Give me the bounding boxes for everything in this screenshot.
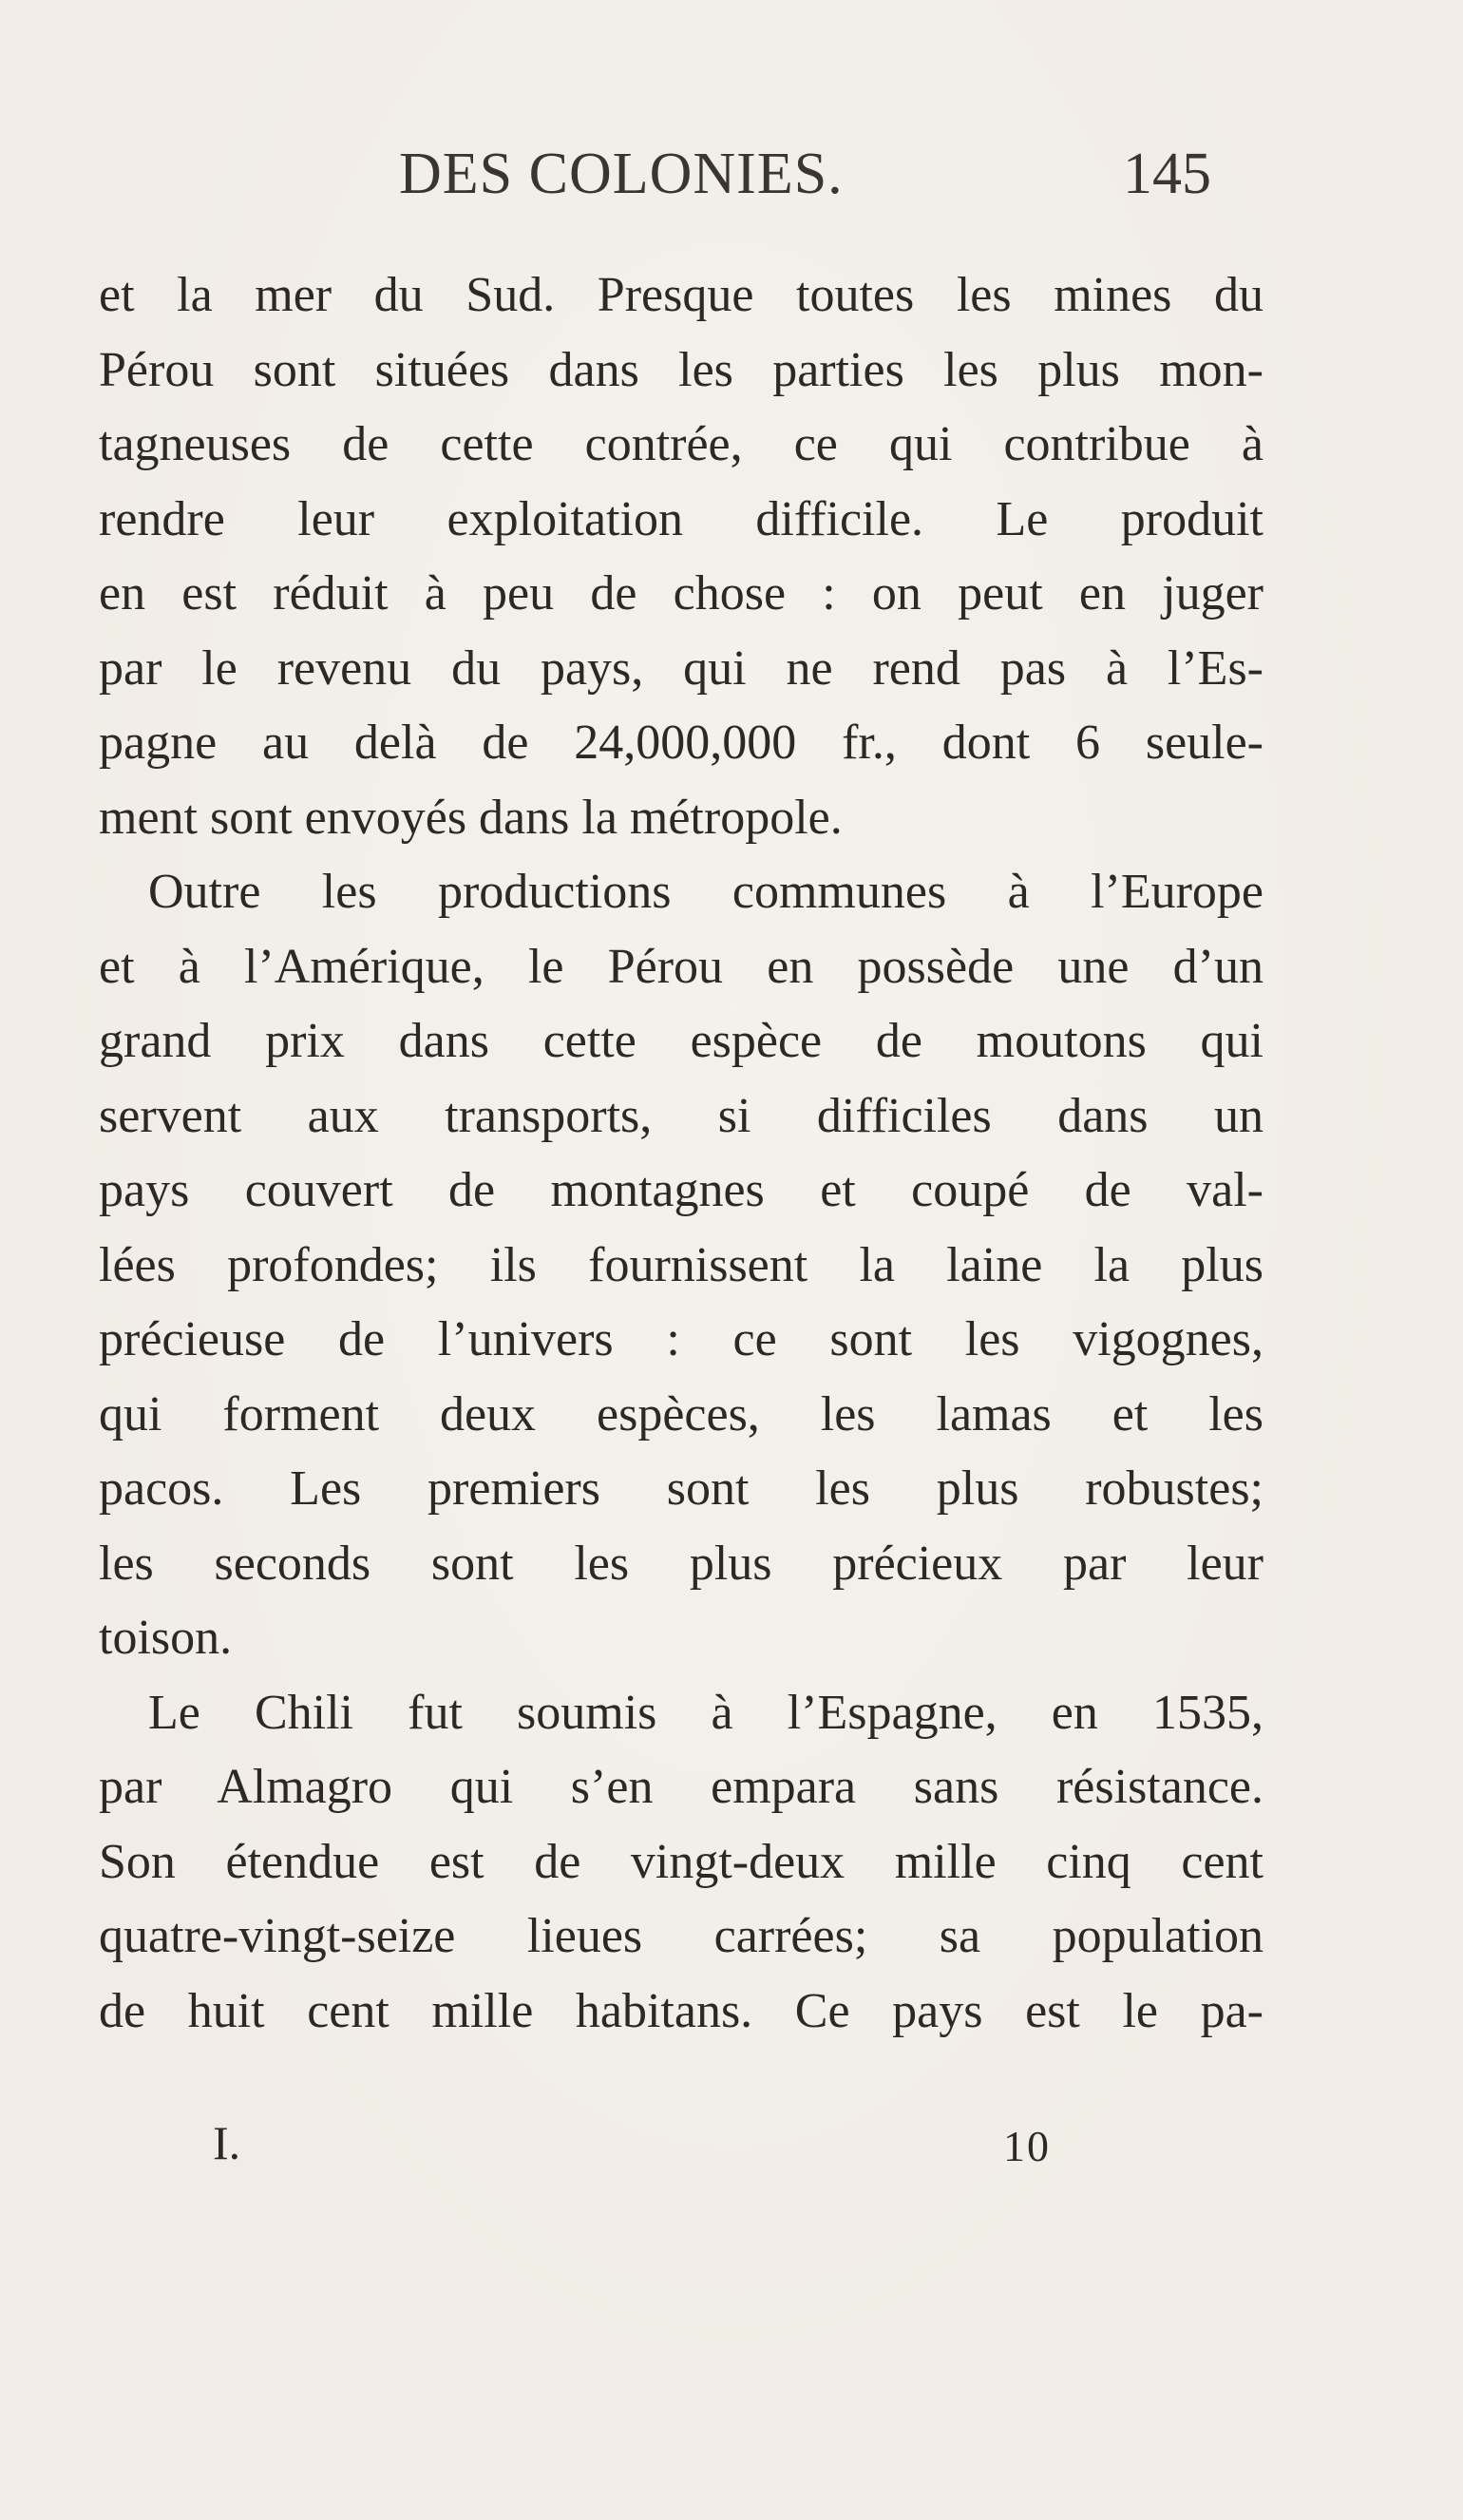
body-text [99, 258, 1264, 2049]
text-line: tagneuses de cette contrée, ce qui contribue à [99, 417, 1264, 471]
signature-mark: I. [213, 2116, 241, 2169]
text-line: qui forment deux espèces, les lamas et les [99, 1386, 1264, 1441]
text-line: Outre les productions communes à l’Europe [148, 865, 1264, 919]
text-line: Le Chili fut soumis à l’Espagne, en 1535, [148, 1685, 1264, 1740]
text-line: grand prix dans cette espèce de moutons qui [99, 1014, 1264, 1068]
text-line: précieuse de l’univers : ce sont les vigognes, [99, 1312, 1264, 1366]
page-number: 145 [1123, 142, 1211, 206]
text-line: pagne au delà de 24,000,000 fr., dont 6 seule- [99, 716, 1264, 770]
paragraph-2 [99, 855, 1264, 1676]
text-line: et à l’Amérique, le Pérou en possède une d’un [99, 939, 1264, 994]
text-line: toison. [99, 1611, 233, 1665]
text-line: quatre-vingt-seize lieues carrées; sa population [99, 1909, 1264, 1963]
text-line: par Almagro qui s’en empara sans résistance. [99, 1760, 1264, 1814]
text-line: par le revenu du pays, qui ne rend pas à l’Es- [99, 640, 1264, 696]
text-line: Pérou sont situées dans les parties les plus mon- [99, 342, 1264, 397]
text-line: Son étendue est de vingt-deux mille cinq cent [99, 1834, 1264, 1889]
folio-number: 10 [1003, 2122, 1051, 2170]
text-line: de huit cent mille habitans. Ce pays est le pa- [99, 1983, 1264, 2038]
text-line: en est réduit à peu de chose : on peut en juger [99, 566, 1264, 620]
running-head-title: DES COLONIES. [399, 142, 844, 206]
text-line: servent aux transports, si difficiles dans un [99, 1088, 1264, 1143]
text-line: lées profondes; ils fournissent la laine la plus [99, 1237, 1264, 1292]
text-line: pays couvert de montagnes et coupé de val- [99, 1163, 1264, 1217]
text-line: pacos. Les premiers sont les plus robustes; [99, 1461, 1264, 1516]
text-line: et la mer du Sud. Presque toutes les mines du [99, 268, 1264, 322]
paragraph-1 [99, 258, 1264, 855]
text-line: ment sont envoyés dans la métropole. [99, 790, 843, 845]
text-line: rendre leur exploitation difficile. Le produit [99, 491, 1264, 546]
text-line: les seconds sont les plus précieux par leur [99, 1536, 1264, 1591]
paragraph-3 [99, 1676, 1264, 2050]
